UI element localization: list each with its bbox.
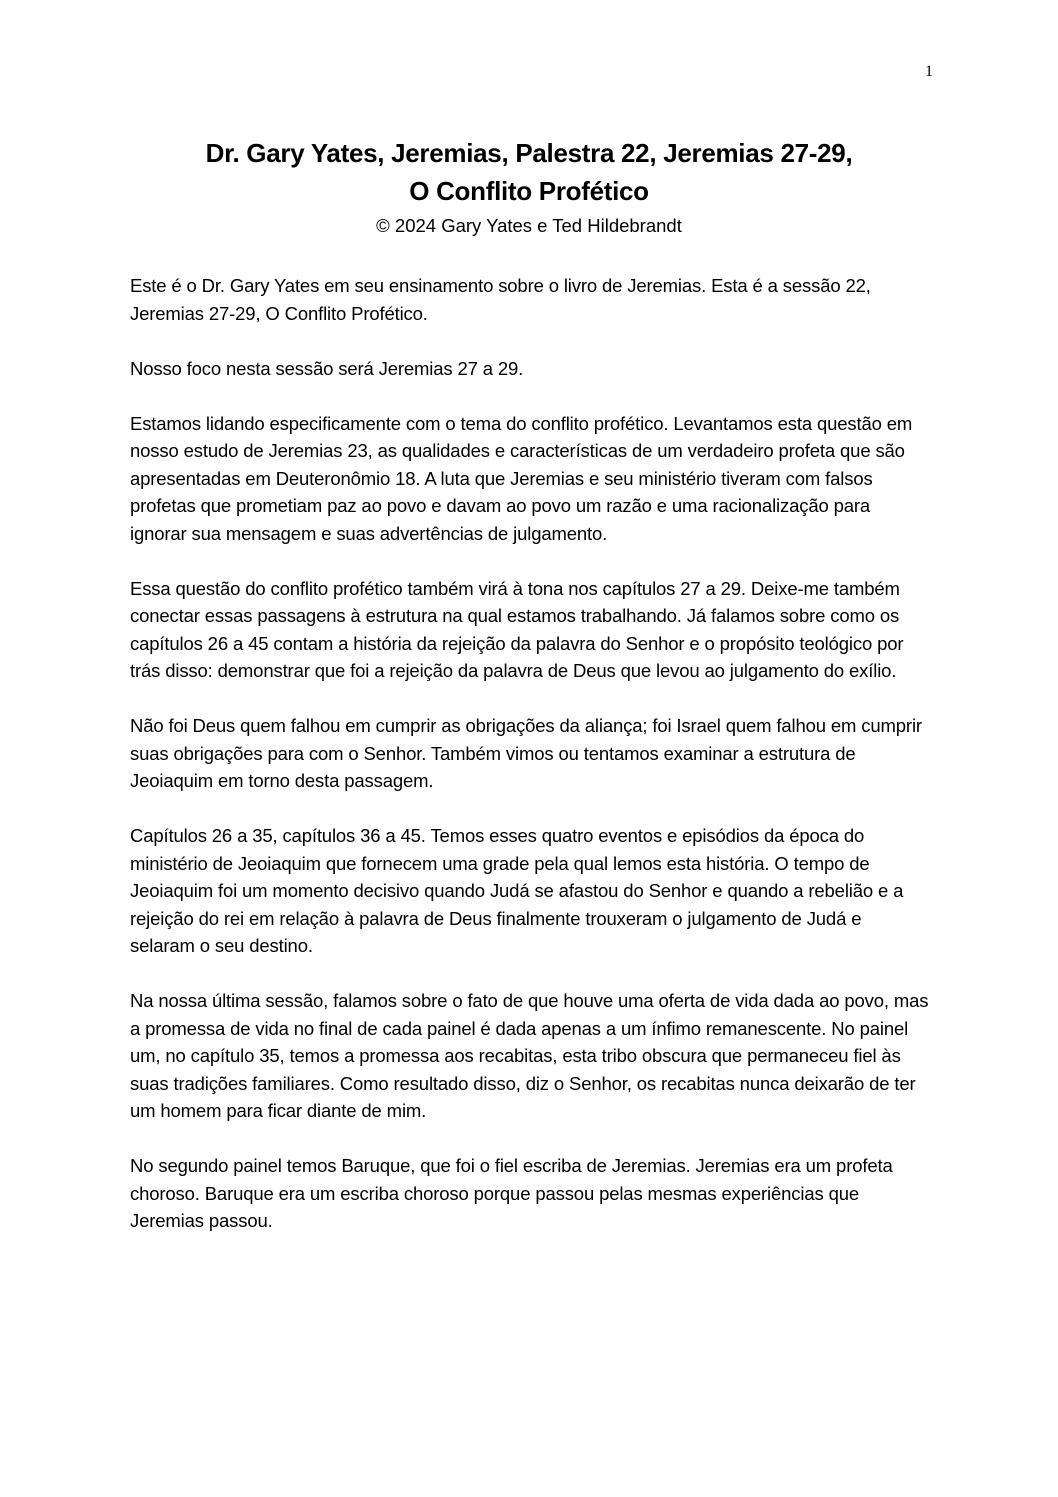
page-number: 1 [925, 63, 933, 80]
title-line-2: O Conflito Profético [409, 176, 649, 206]
paragraph: No segundo painel temos Baruque, que foi o fiel escriba de Jeremias. Jeremias era um profeta choroso. Baruque era um escriba choroso porque passou pelas mesmas experiências que Jeremias passou. [130, 1155, 893, 1231]
paragraph: Estamos lidando especificamente com o tema do conflito profético. Levantamos esta questão em nosso estudo de Jeremias 23, as qualidades e características de um verdadeiro profeta que são apresentadas em Deuteronômio 18. A luta que Jeremias e seu ministério tiveram com falsos profetas que prometiam paz ao povo e davam ao povo um razão e uma racionalização para ignorar sua mensagem e suas advertências de julgamento. [130, 412, 913, 544]
paragraph: Este é o Dr. Gary Yates em seu ensinamento sobre o livro de Jeremias. Esta é a sessão 22, Jeremias 27-29, O Conflito Profético. [130, 275, 871, 324]
document-body [130, 272, 930, 1262]
copyright-notice: © 2024 Gary Yates e Ted Hildebrandt [376, 215, 682, 236]
title-line-1: Dr. Gary Yates, Jeremias, Palestra 22, Jeremias 27-29, [205, 138, 853, 168]
document-title [110, 134, 948, 210]
paragraph: Capítulos 26 a 35, capítulos 36 a 45. Temos esses quatro eventos e episódios da época do ministério de Jeoiaquim que fornecem uma grade pela qual lemos esta história. O tempo de Jeoiaquim foi um momento decisivo quando Judá se afastou do Senhor e quando a rebelião e a rejeição do rei em relação à palavra de Deus finalmente trouxeram o julgamento de Judá e selaram o seu destino. [130, 825, 904, 956]
paragraph: Não foi Deus quem falhou em cumprir as obrigações da aliança; foi Israel quem falhou em cumprir suas obrigações para com o Senhor. Também vimos ou tentamos examinar a estrutura de Jeoiaquim em torno desta passagem. [130, 715, 922, 791]
paragraph: Na nossa última sessão, falamos sobre o fato de que houve uma oferta de vida dada ao povo, mas a promessa de vida no final de cada painel é dada apenas a um ínfimo remanescente. No painel um, no capítulo 35, temos a promessa aos recabitas, esta tribo obscura que permaneceu fiel às suas tradições familiares. Como resultado disso, diz o Senhor, os recabitas nunca deixarão de ter um homem para ficar diante de mim. [130, 990, 929, 1121]
paragraph: Essa questão do conflito profético também virá à tona nos capítulos 27 a 29. Deixe-me também conectar essas passagens à estrutura na qual estamos trabalhando. Já falamos sobre como os capítulos 26 a 45 contam a história da rejeição da palavra do Senhor e o propósito teológico por trás disso: demonstrar que foi a rejeição da palavra de Deus que levou ao julgamento do exílio. [130, 577, 904, 681]
paragraph: Nosso foco nesta sessão será Jeremias 27 a 29. [130, 357, 524, 379]
